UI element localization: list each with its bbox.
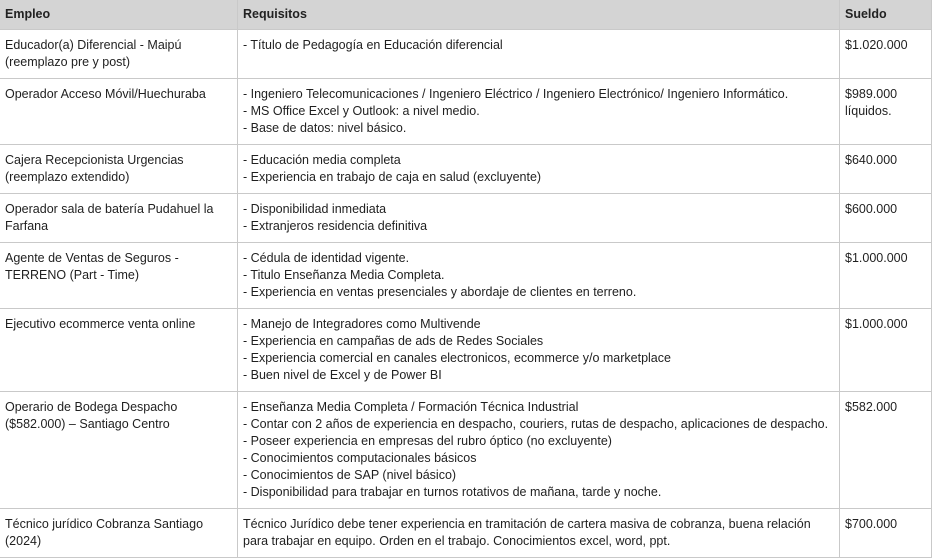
table-row bbox=[0, 392, 932, 509]
requirement-line: - Ingeniero Telecomunicaciones / Ingeniero Eléctrico / Ingeniero Electrónico/ Ingeniero Informático. bbox=[243, 87, 789, 101]
header-salary: Sueldo bbox=[840, 0, 932, 30]
salary: $640.000 bbox=[840, 145, 932, 194]
table-row bbox=[0, 79, 932, 145]
requirements-cell bbox=[238, 145, 840, 194]
requirement-line: - Cédula de identidad vigente. bbox=[243, 251, 410, 265]
requirement-line: - Disponibilidad inmediata bbox=[243, 202, 387, 216]
requirements-cell bbox=[238, 309, 840, 392]
requirement-text: Técnico Jurídico debe tener experiencia en tramitación de cartera masiva de cobranza, buena relación para trabajar en equipo. Orden en el trabajo. Conocimientos excel, word, ppt. bbox=[243, 517, 811, 548]
requirement-line: - Educación media completa bbox=[243, 153, 401, 167]
table-row bbox=[0, 309, 932, 392]
salary: $1.000.000 bbox=[840, 243, 932, 309]
job-title: Técnico jurídico Cobranza Santiago (2024) bbox=[0, 509, 238, 558]
salary: $700.000 bbox=[840, 509, 932, 558]
requirements-cell bbox=[238, 79, 840, 145]
requirement-line: - Poseer experiencia en empresas del rubro óptico (no excluyente) bbox=[243, 434, 612, 448]
requirement-line: - Disponibilidad para trabajar en turnos rotativos de mañana, tarde y noche. bbox=[243, 485, 662, 499]
requirement-line: - Conocimientos de SAP (nivel básico) bbox=[243, 468, 457, 482]
requirement-line: - Enseñanza Media Completa / Formación Técnica Industrial bbox=[243, 400, 579, 414]
table-row bbox=[0, 145, 932, 194]
requirements-cell bbox=[238, 392, 840, 509]
requirement-line: - Experiencia en ventas presenciales y abordaje de clientes en terreno. bbox=[243, 285, 637, 299]
table-row bbox=[0, 243, 932, 309]
requirement-line: - Manejo de Integradores como Multivende bbox=[243, 317, 481, 331]
job-title: Cajera Recepcionista Urgencias (reemplazo extendido) bbox=[0, 145, 238, 194]
requirements-cell bbox=[238, 243, 840, 309]
salary: $600.000 bbox=[840, 194, 932, 243]
requirements-cell bbox=[238, 30, 840, 79]
salary: $1.020.000 bbox=[840, 30, 932, 79]
requirement-line: - Titulo Enseñanza Media Completa. bbox=[243, 268, 445, 282]
salary: $1.000.000 bbox=[840, 309, 932, 392]
requirements-cell bbox=[238, 509, 840, 558]
salary: $582.000 bbox=[840, 392, 932, 509]
requirement-line: - Extranjeros residencia definitiva bbox=[243, 219, 428, 233]
header-requirements: Requisitos bbox=[238, 0, 840, 30]
job-title: Operador sala de batería Pudahuel la Farfana bbox=[0, 194, 238, 243]
table-row bbox=[0, 194, 932, 243]
requirement-line: - Experiencia en trabajo de caja en salud (excluyente) bbox=[243, 170, 542, 184]
requirement-line: - Conocimientos computacionales básicos bbox=[243, 451, 477, 465]
requirement-line: - Experiencia en campañas de ads de Redes Sociales bbox=[243, 334, 544, 348]
requirement-line: - Base de datos: nivel básico. bbox=[243, 121, 407, 135]
job-title: Educador(a) Diferencial - Maipú (reemplazo pre y post) bbox=[0, 30, 238, 79]
header-job: Empleo bbox=[0, 0, 238, 30]
header-row bbox=[0, 0, 932, 30]
requirement-line: - Buen nivel de Excel y de Power BI bbox=[243, 368, 442, 382]
table-row bbox=[0, 509, 932, 558]
requirement-line: - Contar con 2 años de experiencia en despacho, couriers, rutas de despacho, aplicaciones de despacho. bbox=[243, 417, 829, 431]
requirement-line: - Experiencia comercial en canales electronicos, ecommerce y/o marketplace bbox=[243, 351, 671, 365]
job-title: Operador Acceso Móvil/Huechuraba bbox=[0, 79, 238, 145]
table-row bbox=[0, 30, 932, 79]
job-title: Operario de Bodega Despacho ($582.000) – Santiago Centro bbox=[0, 392, 238, 509]
salary: $989.000 líquidos. bbox=[840, 79, 932, 145]
requirement-line: - MS Office Excel y Outlook: a nivel medio. bbox=[243, 104, 480, 118]
job-title: Ejecutivo ecommerce venta online bbox=[0, 309, 238, 392]
requirement-line: - Título de Pedagogía en Educación diferencial bbox=[243, 38, 503, 52]
requirements-cell bbox=[238, 194, 840, 243]
job-title: Agente de Ventas de Seguros - TERRENO (Part - Time) bbox=[0, 243, 238, 309]
